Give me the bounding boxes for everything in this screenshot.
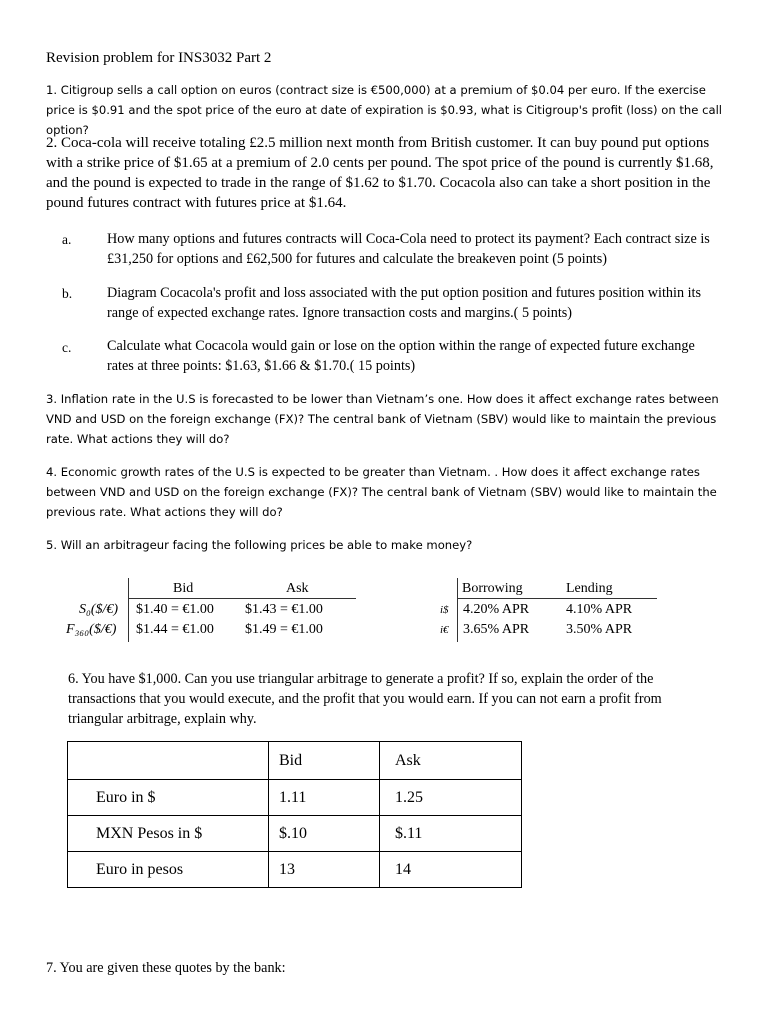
table-row	[68, 852, 522, 888]
question-6: 6. You have $1,000. Can you use triangular arbitrage to generate a profit? If so, explain the order of the transactions that you would execute, and the profit that you would earn. If you can not earn a profit from triangular arbitrage, explain why.	[68, 671, 662, 727]
rate-cell: 4.10% APR	[566, 602, 633, 617]
fx-cell: $1.49 = €1.00	[245, 622, 323, 637]
table-header-cell	[68, 742, 269, 780]
rate-header-borrowing: Borrowing	[462, 581, 523, 596]
fx-header-bid: Bid	[173, 581, 194, 596]
table-row	[68, 780, 522, 816]
question-2b-letter: b.	[62, 286, 73, 301]
rate-cell: 3.65% APR	[463, 622, 530, 637]
table-cell: 14	[380, 852, 522, 888]
rate-row-label: i€	[440, 624, 449, 636]
interest-rate-table	[0, 578, 768, 648]
table-header-cell: Bid	[269, 742, 380, 780]
question-4: 4. Economic growth rates of the U.S is expected to be greater than Vietnam. . How does it affect exchange rates between VND and USD on the foreign exchange (FX)? The central bank of Vietnam (SBV) would like to maintain the previous rate. What actions they will do?	[46, 465, 717, 519]
triangular-arbitrage-table	[67, 741, 522, 888]
question-2a-letter: a.	[62, 232, 72, 247]
question-2c-text: Calculate what Cocacola would gain or lose on the option within the range of expected future exchange rates at three points: $1.63, $1.66 & $1.70.( 15 points)	[107, 338, 695, 374]
rate-cell: 4.20% APR	[463, 602, 530, 617]
fx-row-label: F₃₆₀($/€)	[66, 622, 117, 637]
question-2c-letter: c.	[62, 340, 72, 355]
table-header-row	[68, 742, 522, 780]
rate-cell: 3.50% APR	[566, 622, 633, 637]
rate-row-label: i$	[440, 604, 449, 616]
table-cell: 13	[269, 852, 380, 888]
fx-header-ask: Ask	[286, 581, 309, 596]
table-cell: Euro in $	[68, 780, 269, 816]
question-2: 2. Coca-cola will receive totaling £2.5 million next month from British customer. It can buy pound put options with a strike price of $1.65 at a premium of 2.0 cents per pound. The spot price of the pound is currently $1.68, and the pound is expected to trade in the range of $1.62 to $1.70. Cocacola also can take a short position in the pound futures contract with futures price at $1.64.	[46, 135, 714, 211]
table-cell: 1.11	[269, 780, 380, 816]
table-cell: $.10	[269, 816, 380, 852]
table-cell: 1.25	[380, 780, 522, 816]
question-7: 7. You are given these quotes by the bank:	[46, 960, 286, 976]
question-2b-text: Diagram Cocacola's profit and loss associated with the put option position and futures position within its range of expected exchange rates. Ignore transaction costs and margins.( 5 points)	[107, 285, 702, 321]
question-2a-text: How many options and futures contracts will Coca-Cola need to protect its payment? Each contract size is £31,250 for options and £62,500 for futures and calculate the breakeven point (5 points)	[107, 231, 710, 267]
fx-cell: $1.44 = €1.00	[136, 622, 214, 637]
table-cell: MXN Pesos in $	[68, 816, 269, 852]
fx-cell: $1.43 = €1.00	[245, 602, 323, 617]
rate-header-lending: Lending	[566, 581, 613, 596]
table-header-cell: Ask	[380, 742, 522, 780]
question-3: 3. Inflation rate in the U.S is forecasted to be lower than Vietnam’s one. How does it affect exchange rates between VND and USD on the foreign exchange (FX)? The central bank of Vietnam (SBV) would like to maintain the previous rate. What actions they will do?	[46, 392, 719, 446]
document-title: Revision problem for INS3032 Part 2	[46, 50, 272, 66]
fx-row-label: S₀($/€)	[79, 602, 119, 617]
question-1: 1. Citigroup sells a call option on euros (contract size is €500,000) at a premium of $0.04 per euro. If the exercise price is $0.91 and the spot price of the euro at date of expiration is $0.93, what is Citigroup's profit (loss) on the call option?	[46, 83, 723, 137]
table-row	[68, 816, 522, 852]
question-5: 5. Will an arbitrageur facing the following prices be able to make money?	[46, 538, 473, 552]
table-cell: $.11	[380, 816, 522, 852]
table-cell: Euro in pesos	[68, 852, 269, 888]
fx-cell: $1.40 = €1.00	[136, 602, 214, 617]
